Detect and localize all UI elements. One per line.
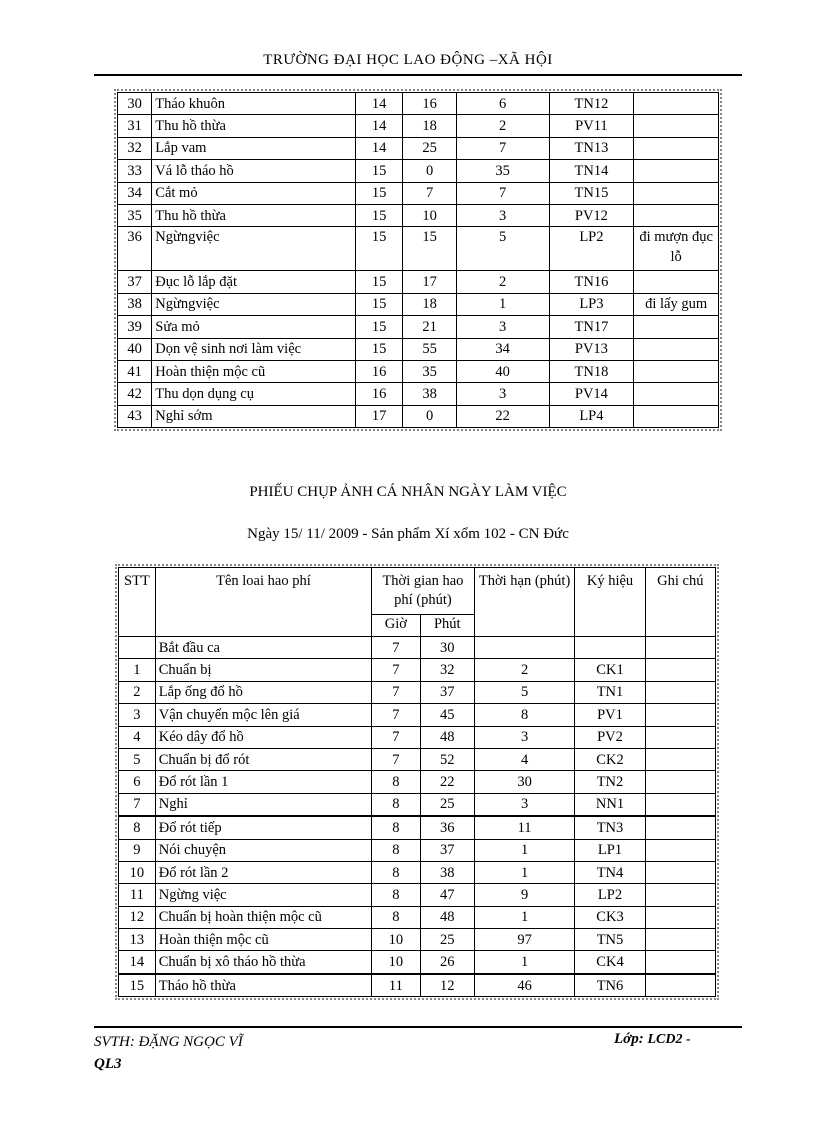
cell-hour: 15 xyxy=(356,316,403,338)
cell-minute: 12 xyxy=(421,975,475,997)
table-row xyxy=(119,817,716,839)
cell-duration: 46 xyxy=(475,975,576,997)
cell-name: Đổ rót tiếp xyxy=(156,817,372,839)
cell-stt: 4 xyxy=(119,727,156,749)
col-header-minute: Phút xyxy=(421,615,475,637)
cell-code: PV2 xyxy=(575,727,645,749)
cell-minute: 0 xyxy=(403,406,456,428)
cell-duration: 3 xyxy=(457,383,550,405)
cell-stt: 36 xyxy=(118,227,152,271)
cell-hour: 8 xyxy=(372,884,421,906)
cell-stt: 5 xyxy=(119,749,156,771)
cell-note xyxy=(646,771,716,793)
cell-code: TN3 xyxy=(575,817,645,839)
cell-code: CK1 xyxy=(575,659,645,681)
cell-name: Chuẩn bị xyxy=(156,659,372,681)
cell-minute: 26 xyxy=(421,951,475,974)
cell-stt: 14 xyxy=(119,951,156,974)
col-header-stt: STT xyxy=(119,568,156,637)
table-row xyxy=(118,316,719,338)
table-row xyxy=(118,361,719,383)
cell-note xyxy=(646,907,716,929)
cell-stt: 3 xyxy=(119,704,156,726)
cell-stt: 11 xyxy=(119,884,156,906)
cell-name: Chuẩn bị hoàn thiện mộc cũ xyxy=(156,907,372,929)
cell-name: Lắp ống đổ hồ xyxy=(156,682,372,704)
cell-minute: 18 xyxy=(403,294,456,316)
cell-code: TN16 xyxy=(550,271,635,293)
cell-hour: 7 xyxy=(372,637,421,659)
cell-code: CK2 xyxy=(575,749,645,771)
cell-hour: 10 xyxy=(372,929,421,951)
cell-stt: 41 xyxy=(118,361,152,383)
table-row xyxy=(119,975,716,997)
cell-hour: 15 xyxy=(356,339,403,361)
cell-note xyxy=(634,183,719,205)
table-row xyxy=(118,406,719,428)
cell-name: Ngừng việc xyxy=(156,884,372,906)
table-row xyxy=(119,884,716,906)
cell-hour: 15 xyxy=(356,183,403,205)
table-row xyxy=(118,271,719,293)
cell-note xyxy=(646,862,716,884)
cell-note xyxy=(634,316,719,338)
table-row xyxy=(118,138,719,160)
cell-name: Chuẩn bị đổ rót xyxy=(156,749,372,771)
cell-code: TN15 xyxy=(550,183,635,205)
cell-name: Ngừngviệc xyxy=(152,294,356,316)
cell-name: Kéo dây đổ hồ xyxy=(156,727,372,749)
cell-minute: 37 xyxy=(421,840,475,862)
cell-stt: 15 xyxy=(119,975,156,997)
cell-note xyxy=(634,271,719,293)
cell-name: Hoàn thiện mộc cũ xyxy=(156,929,372,951)
footer-class xyxy=(614,1031,691,1048)
cell-minute: 25 xyxy=(421,794,475,817)
cell-minute: 30 xyxy=(421,637,475,659)
cell-note xyxy=(634,339,719,361)
cell-stt: 31 xyxy=(118,115,152,137)
cell-note xyxy=(634,138,719,160)
cell-duration: 3 xyxy=(457,316,550,338)
cell-hour: 16 xyxy=(356,383,403,405)
footer-author-name: SVTH: ĐẶNG NGỌC VĨ xyxy=(94,1034,243,1050)
cell-minute: 38 xyxy=(403,383,456,405)
cell-code: TN2 xyxy=(575,771,645,793)
cell-stt xyxy=(119,637,156,659)
cell-hour: 15 xyxy=(356,227,403,271)
table-row xyxy=(118,227,719,271)
cell-name: Sửa mỏ xyxy=(152,316,356,338)
footer-author-class: QL3 xyxy=(94,1056,122,1072)
cell-note xyxy=(634,361,719,383)
table-row xyxy=(119,727,716,749)
cell-code: CK3 xyxy=(575,907,645,929)
cell-note xyxy=(646,951,716,974)
table-row xyxy=(118,115,719,137)
cell-stt: 9 xyxy=(119,840,156,862)
cell-code: TN14 xyxy=(550,160,635,182)
col-header-time-group: Thời gian hao phí (phút) xyxy=(372,568,475,615)
cell-minute: 15 xyxy=(403,227,456,271)
cell-hour: 8 xyxy=(372,862,421,884)
cell-hour: 14 xyxy=(356,115,403,137)
cell-name: Đổ rót lần 2 xyxy=(156,862,372,884)
cell-minute: 55 xyxy=(403,339,456,361)
cell-name: Vá lỗ tháo hồ xyxy=(152,160,356,182)
continued-table xyxy=(117,92,719,428)
cell-note xyxy=(646,929,716,951)
cell-stt: 1 xyxy=(119,659,156,681)
cell-code: TN12 xyxy=(550,93,635,115)
cell-minute: 48 xyxy=(421,907,475,929)
cell-code: PV14 xyxy=(550,383,635,405)
cell-duration: 2 xyxy=(475,659,576,681)
col-header-duration: Thời hạn (phút) xyxy=(475,568,576,637)
cell-note xyxy=(646,704,716,726)
cell-hour: 7 xyxy=(372,749,421,771)
cell-hour: 15 xyxy=(356,271,403,293)
cell-minute: 38 xyxy=(421,862,475,884)
cell-minute: 0 xyxy=(403,160,456,182)
cell-name: Vận chuyển mộc lên giá xyxy=(156,704,372,726)
cell-duration: 34 xyxy=(457,339,550,361)
cell-name: Bắt đầu ca xyxy=(156,637,372,659)
worksheet-table-body xyxy=(119,637,716,997)
cell-minute: 35 xyxy=(403,361,456,383)
table-row xyxy=(119,659,716,681)
footer-class-value: LCD2 - xyxy=(647,1032,691,1047)
cell-hour: 11 xyxy=(372,975,421,997)
cell-code: TN1 xyxy=(575,682,645,704)
cell-name: Lắp vam xyxy=(152,138,356,160)
cell-name: Tháo hồ thừa xyxy=(156,975,372,997)
cell-hour: 14 xyxy=(356,138,403,160)
cell-code: TN5 xyxy=(575,929,645,951)
cell-code: TN17 xyxy=(550,316,635,338)
cell-minute: 52 xyxy=(421,749,475,771)
cell-code: LP3 xyxy=(550,294,635,316)
cell-minute: 7 xyxy=(403,183,456,205)
table-row xyxy=(119,771,716,793)
cell-note: đi lấy gum xyxy=(634,294,719,316)
cell-hour: 7 xyxy=(372,704,421,726)
cell-hour: 8 xyxy=(372,794,421,817)
cell-duration: 1 xyxy=(475,840,576,862)
cell-duration: 9 xyxy=(475,884,576,906)
cell-duration: 1 xyxy=(475,951,576,974)
footer-rule xyxy=(94,1026,742,1028)
table-row xyxy=(119,840,716,862)
cell-note xyxy=(646,659,716,681)
cell-note xyxy=(634,160,719,182)
cell-stt: 42 xyxy=(118,383,152,405)
cell-duration: 3 xyxy=(475,727,576,749)
cell-stt: 35 xyxy=(118,205,152,227)
cell-hour: 8 xyxy=(372,771,421,793)
cell-name: Nghỉ xyxy=(156,794,372,817)
col-header-code: Ký hiệu xyxy=(575,568,645,637)
cell-hour: 15 xyxy=(356,205,403,227)
table-row xyxy=(118,160,719,182)
cell-note xyxy=(646,840,716,862)
cell-code: PV13 xyxy=(550,339,635,361)
footer-class-label: Lớp: xyxy=(614,1031,644,1047)
continued-table-body xyxy=(118,93,719,428)
cell-code: TN4 xyxy=(575,862,645,884)
cell-minute: 48 xyxy=(421,727,475,749)
cell-code xyxy=(575,637,645,659)
cell-note xyxy=(634,406,719,428)
cell-stt: 39 xyxy=(118,316,152,338)
cell-code: LP1 xyxy=(575,840,645,862)
cell-minute: 25 xyxy=(403,138,456,160)
cell-duration: 1 xyxy=(475,862,576,884)
cell-duration: 7 xyxy=(457,183,550,205)
cell-duration: 1 xyxy=(457,294,550,316)
cell-minute: 16 xyxy=(403,93,456,115)
cell-stt: 8 xyxy=(119,817,156,839)
table-row xyxy=(119,682,716,704)
cell-duration: 5 xyxy=(475,682,576,704)
page-header-title: TRƯỜNG ĐẠI HỌC LAO ĐỘNG –XÃ HỘI xyxy=(263,52,553,68)
cell-code: PV12 xyxy=(550,205,635,227)
cell-code: TN6 xyxy=(575,975,645,997)
cell-code: LP4 xyxy=(550,406,635,428)
cell-hour: 8 xyxy=(372,907,421,929)
cell-minute: 22 xyxy=(421,771,475,793)
cell-duration: 8 xyxy=(475,704,576,726)
cell-note xyxy=(646,817,716,839)
cell-hour: 17 xyxy=(356,406,403,428)
cell-name: Chuẩn bị xô tháo hồ thừa xyxy=(156,951,372,974)
cell-note xyxy=(646,749,716,771)
cell-code: PV11 xyxy=(550,115,635,137)
cell-stt: 7 xyxy=(119,794,156,817)
cell-code: LP2 xyxy=(575,884,645,906)
cell-note xyxy=(646,794,716,817)
table-row xyxy=(118,205,719,227)
cell-hour: 16 xyxy=(356,361,403,383)
cell-name: Thu hồ thừa xyxy=(152,115,356,137)
cell-stt: 34 xyxy=(118,183,152,205)
table-row xyxy=(119,637,716,659)
cell-minute: 47 xyxy=(421,884,475,906)
cell-code: PV1 xyxy=(575,704,645,726)
cell-duration: 6 xyxy=(457,93,550,115)
cell-duration: 35 xyxy=(457,160,550,182)
cell-hour: 7 xyxy=(372,727,421,749)
cell-hour: 15 xyxy=(356,294,403,316)
cell-duration: 3 xyxy=(475,794,576,817)
cell-code: NN1 xyxy=(575,794,645,817)
cell-name: Ngừngviệc xyxy=(152,227,356,271)
cell-duration: 11 xyxy=(475,817,576,839)
cell-note xyxy=(634,115,719,137)
cell-name: Hoàn thiện mộc cũ xyxy=(152,361,356,383)
table-row xyxy=(118,383,719,405)
cell-duration: 97 xyxy=(475,929,576,951)
table-row xyxy=(118,93,719,115)
cell-duration: 1 xyxy=(475,907,576,929)
cell-duration xyxy=(475,637,576,659)
section-subtitle: Ngày 15/ 11/ 2009 - Sản phẩm Xí xổm 102 - CN Đức xyxy=(247,526,569,542)
cell-hour: 8 xyxy=(372,840,421,862)
cell-minute: 21 xyxy=(403,316,456,338)
cell-name: Đục lỗ lắp đặt xyxy=(152,271,356,293)
cell-hour: 10 xyxy=(372,951,421,974)
cell-stt: 32 xyxy=(118,138,152,160)
cell-name: Đổ rót lần 1 xyxy=(156,771,372,793)
cell-note xyxy=(646,727,716,749)
cell-note xyxy=(646,637,716,659)
cell-minute: 37 xyxy=(421,682,475,704)
cell-duration: 5 xyxy=(457,227,550,271)
section-title: PHIẾU CHỤP ẢNH CÁ NHÂN NGÀY LÀM VIỆC xyxy=(249,484,567,500)
cell-stt: 43 xyxy=(118,406,152,428)
table-row xyxy=(118,339,719,361)
cell-code: TN18 xyxy=(550,361,635,383)
cell-duration: 4 xyxy=(475,749,576,771)
cell-note xyxy=(646,975,716,997)
cell-minute: 18 xyxy=(403,115,456,137)
table-row xyxy=(119,929,716,951)
worksheet-table xyxy=(118,567,716,997)
cell-hour: 7 xyxy=(372,682,421,704)
cell-stt: 2 xyxy=(119,682,156,704)
cell-stt: 10 xyxy=(119,862,156,884)
cell-name: Thu dọn dụng cụ xyxy=(152,383,356,405)
cell-hour: 14 xyxy=(356,93,403,115)
cell-code: CK4 xyxy=(575,951,645,974)
cell-name: Nghỉ sớm xyxy=(152,406,356,428)
cell-hour: 15 xyxy=(356,160,403,182)
table-row xyxy=(119,794,716,817)
table-row xyxy=(119,749,716,771)
cell-minute: 25 xyxy=(421,929,475,951)
cell-hour: 8 xyxy=(372,817,421,839)
table-row xyxy=(118,183,719,205)
col-header-name: Tên loai hao phí xyxy=(156,568,372,637)
cell-minute: 17 xyxy=(403,271,456,293)
cell-stt: 13 xyxy=(119,929,156,951)
cell-note xyxy=(646,884,716,906)
cell-minute: 32 xyxy=(421,659,475,681)
cell-stt: 30 xyxy=(118,93,152,115)
footer-author xyxy=(94,1031,243,1075)
table-row xyxy=(119,951,716,974)
cell-code: TN13 xyxy=(550,138,635,160)
cell-name: Tháo khuôn xyxy=(152,93,356,115)
cell-duration: 30 xyxy=(475,771,576,793)
table-row xyxy=(119,907,716,929)
col-header-hour: Giờ xyxy=(372,615,421,637)
cell-note xyxy=(634,93,719,115)
cell-name: Cắt mỏ xyxy=(152,183,356,205)
cell-duration: 2 xyxy=(457,115,550,137)
table-row xyxy=(119,862,716,884)
cell-note xyxy=(634,383,719,405)
cell-stt: 33 xyxy=(118,160,152,182)
cell-note xyxy=(646,682,716,704)
table-row xyxy=(118,294,719,316)
cell-name: Thu hồ thừa xyxy=(152,205,356,227)
cell-duration: 22 xyxy=(457,406,550,428)
table-row xyxy=(119,704,716,726)
cell-stt: 6 xyxy=(119,771,156,793)
cell-note xyxy=(634,205,719,227)
cell-note: đi mượn đục lỗ xyxy=(634,227,719,271)
cell-duration: 2 xyxy=(457,271,550,293)
cell-duration: 7 xyxy=(457,138,550,160)
cell-hour: 7 xyxy=(372,659,421,681)
cell-stt: 40 xyxy=(118,339,152,361)
col-header-note: Ghi chú xyxy=(646,568,716,637)
cell-stt: 37 xyxy=(118,271,152,293)
cell-minute: 45 xyxy=(421,704,475,726)
cell-name: Nói chuyện xyxy=(156,840,372,862)
cell-duration: 3 xyxy=(457,205,550,227)
cell-stt: 12 xyxy=(119,907,156,929)
cell-stt: 38 xyxy=(118,294,152,316)
cell-name: Dọn vệ sinh nơi làm việc xyxy=(152,339,356,361)
cell-duration: 40 xyxy=(457,361,550,383)
cell-minute: 36 xyxy=(421,817,475,839)
cell-minute: 10 xyxy=(403,205,456,227)
cell-code: LP2 xyxy=(550,227,635,271)
header-rule xyxy=(94,74,742,76)
